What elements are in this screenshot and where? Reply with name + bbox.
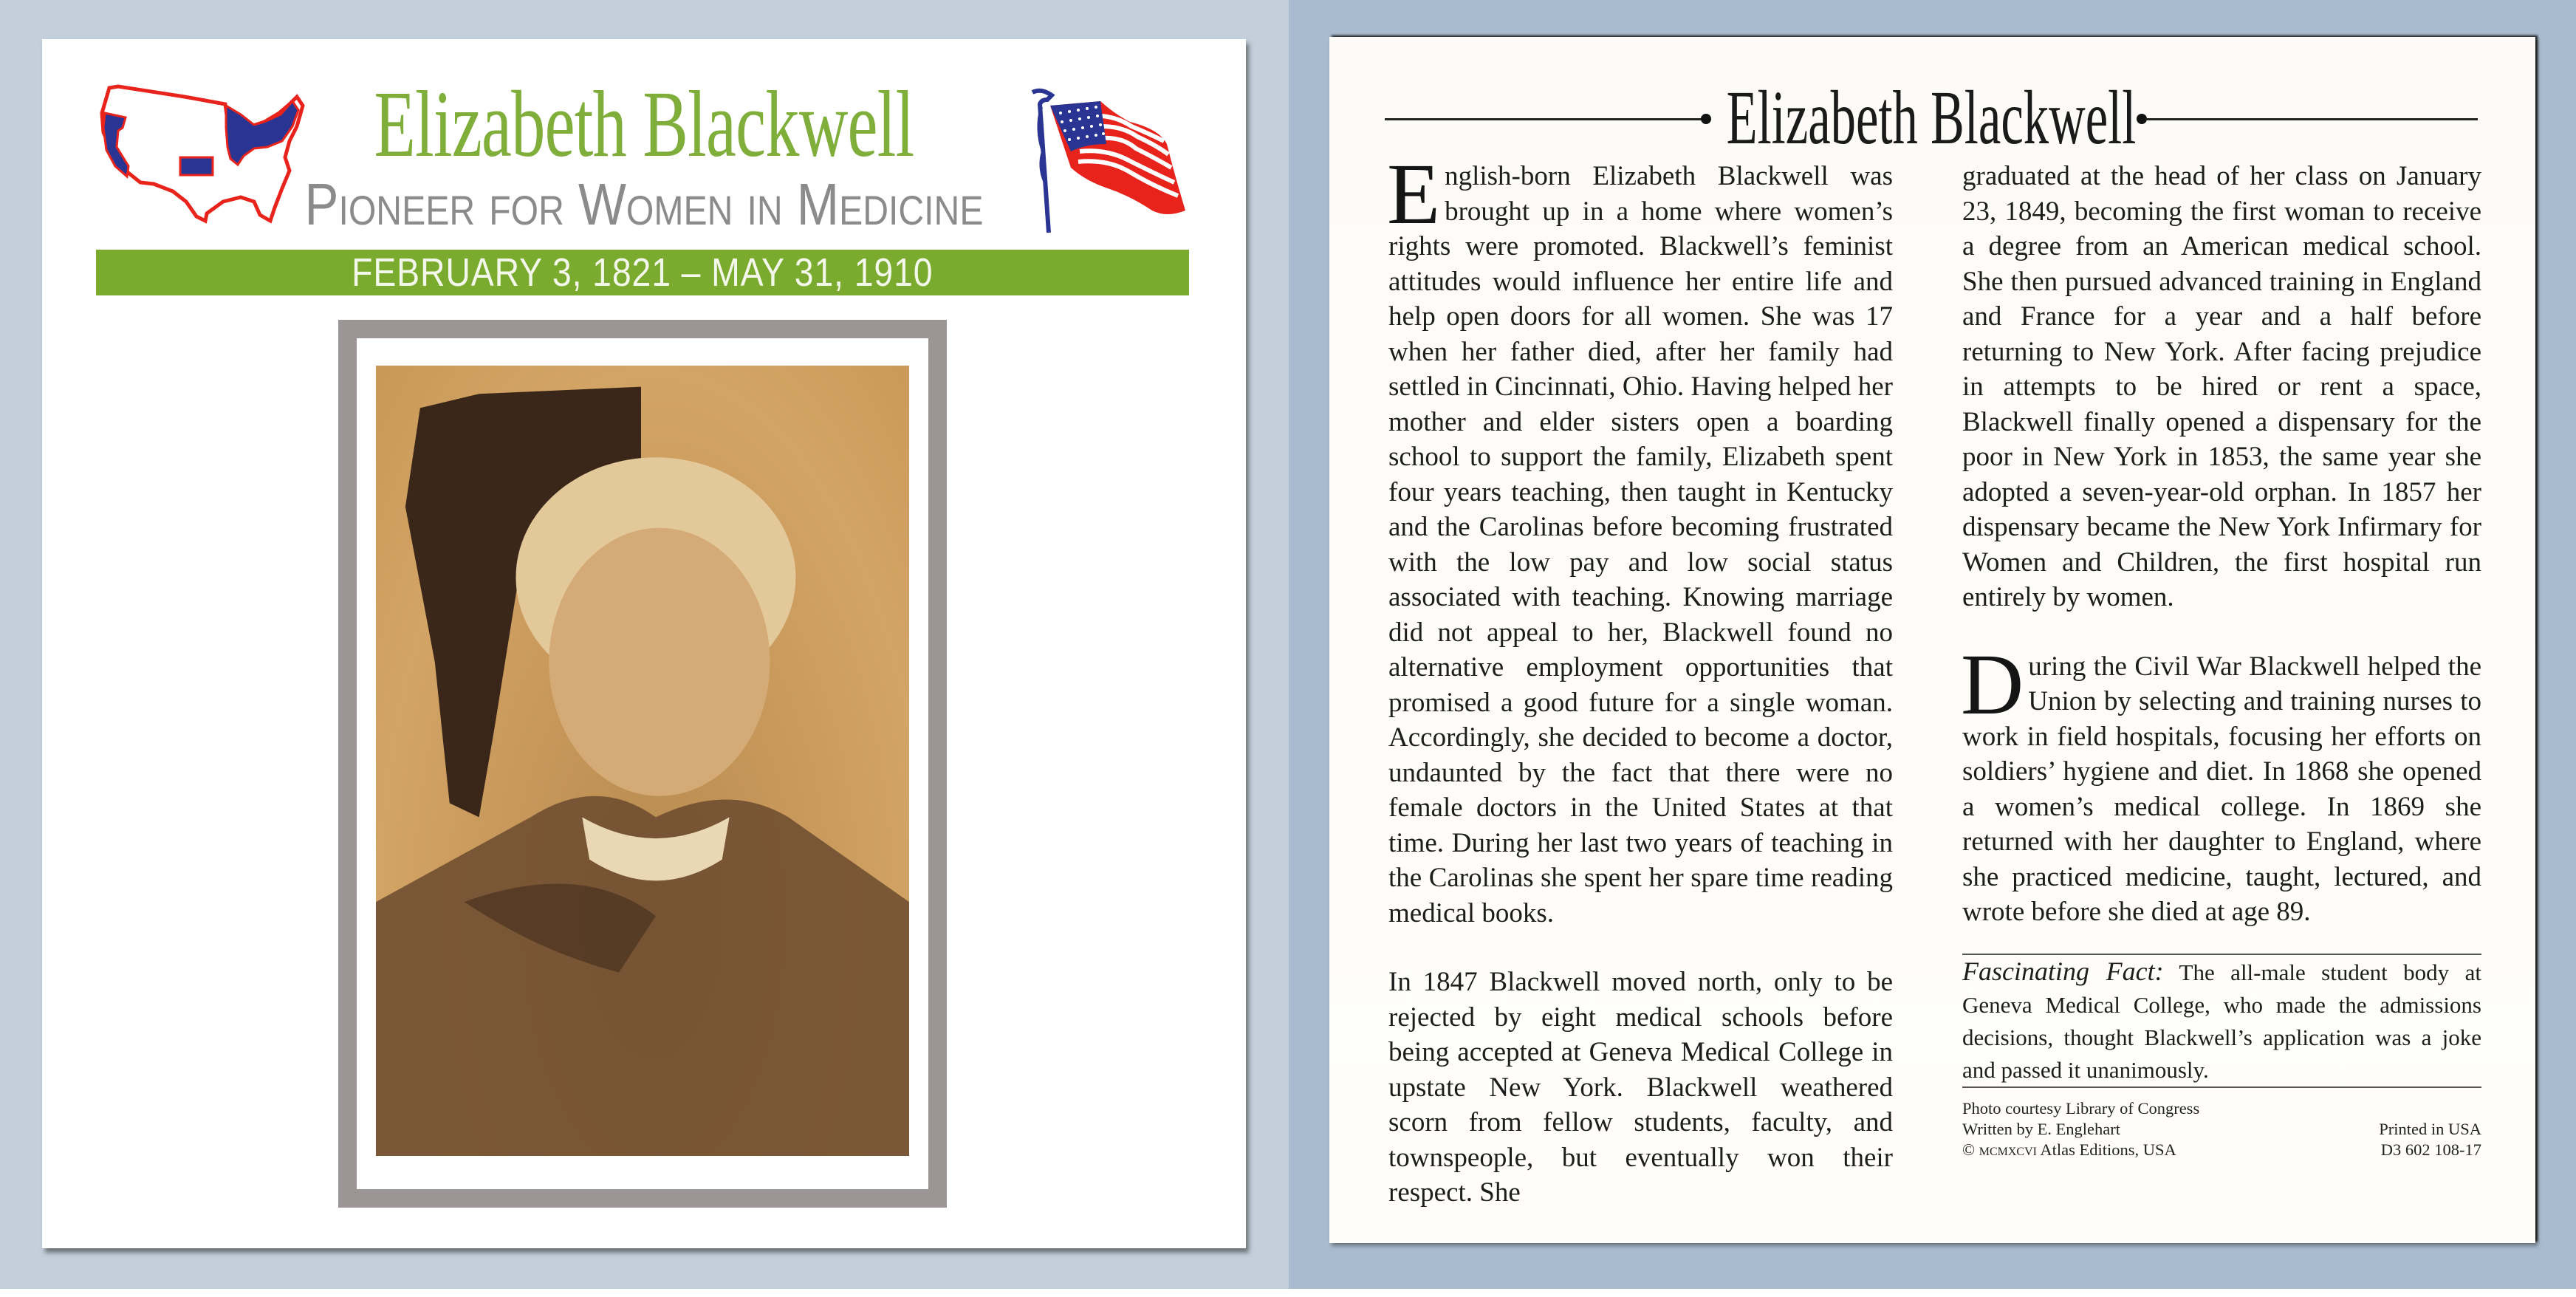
- credits-left: [1962, 1098, 2199, 1160]
- american-flag-icon: [1019, 85, 1196, 240]
- credits: [1962, 1098, 2481, 1165]
- title-rule-right: [2145, 118, 2478, 120]
- product-code: D3 602 108-17: [2380, 1140, 2481, 1159]
- paragraph-medical-school: In 1847 Blackwell moved north, only to be rejected by eight medical schools before being accepted at Geneva Medical College in upstate New York. Blackwell weathered scorn from fellow students, faculty, and townspeople, but eventually won their respect. She: [1388, 967, 1893, 1208]
- back-header: [1385, 75, 2478, 160]
- paragraph-civil-war: During the Civil War Blackwell helped the Union by selecting and training nurses to work in field hospitals, focusing her efforts on soldiers’ hygiene and diet. In 1868 she opened a women’s medical college. In 1869 she returned with her daughter to England, where she practiced medicine, taught, lectured, and wrote before she died at age 89.: [1961, 635, 2481, 927]
- photo-mat: [357, 338, 928, 1189]
- date-bar: [96, 250, 1189, 295]
- fascinating-fact: [1962, 955, 2481, 1086]
- fact-label: Fascinating Fact:: [1962, 956, 2164, 986]
- dropcap-d: D: [1961, 635, 2024, 733]
- dropcap-e: E: [1387, 146, 1441, 242]
- back-title: Elizabeth Blackwell: [1726, 75, 2137, 160]
- copyright-line: © mcmxcvi Atlas Editions, USA: [1962, 1140, 2176, 1159]
- writer-credit: Written by E. Englehart: [1962, 1119, 2121, 1138]
- portrait-illustration: [376, 366, 909, 1156]
- text-column-right: [1962, 159, 2481, 1165]
- front-subtitle: Pioneer for Women in Medicine: [304, 171, 984, 237]
- card-front: [42, 39, 1246, 1248]
- bottom-strip: [0, 1289, 2576, 1297]
- paragraph-early-life: English-born Elizabeth Blackwell was brought up in a home where women’s rights were promoted. Blackwell’s feminist attitudes would influence her entire life and help open doors for all women. She was 17 when her father died, after her family had settled in Cincinnati, Ohio. Having helped her mother and elder sisters open a boarding school to support the family, Elizabeth spent four years teaching, then taught in Kentucky and the Carolinas before becoming frustrated with the low pay and low social status associated with teaching. Knowing marriage did not appeal to her, Blackwell found no alternative employment opportunities that promised a good future for a single woman. Accordingly, she decided to become a doctor, undaunted by the fact that there were no female doctors in the United States at that time. During her last two years of teaching in the Carolinas she spent her spare time reading medical books.: [1387, 146, 1893, 928]
- credits-right: [2379, 1119, 2481, 1160]
- printed-in: Printed in USA: [2379, 1119, 2481, 1138]
- front-title: Elizabeth Blackwell: [374, 72, 914, 177]
- photo-credit: Photo courtesy Library of Congress: [1962, 1098, 2200, 1118]
- photo-frame: [338, 320, 947, 1208]
- portrait-photo: [376, 366, 909, 1156]
- paragraph-career: graduated at the head of her class on January 23, 1849, becoming the first woman to receive a degree from an American medical school. She then pursued advanced training in England and France for a year and a half before returning to New York. After facing prejudice in attempts to be hired or rent a space, Blackwell finally opened a dispensary for the poor in New York in 1853, the same year she adopted a seven-year-old orphan. In 1857 her dispensary became the New York Infirmary for Women and Children, the first hospital run entirely by women.: [1962, 161, 2481, 612]
- card-back: [1329, 37, 2535, 1243]
- life-dates: FEBRUARY 3, 1821 – MAY 31, 1910: [352, 250, 934, 295]
- fact-rule-bottom: [1962, 1086, 2481, 1088]
- fact-text: The all-male student body at Geneva Medical College, who made the admissions decisions, thought Blackwell’s application was a joke and passed it unanimously.: [1962, 959, 2482, 1083]
- text-column-left: [1387, 146, 1893, 1211]
